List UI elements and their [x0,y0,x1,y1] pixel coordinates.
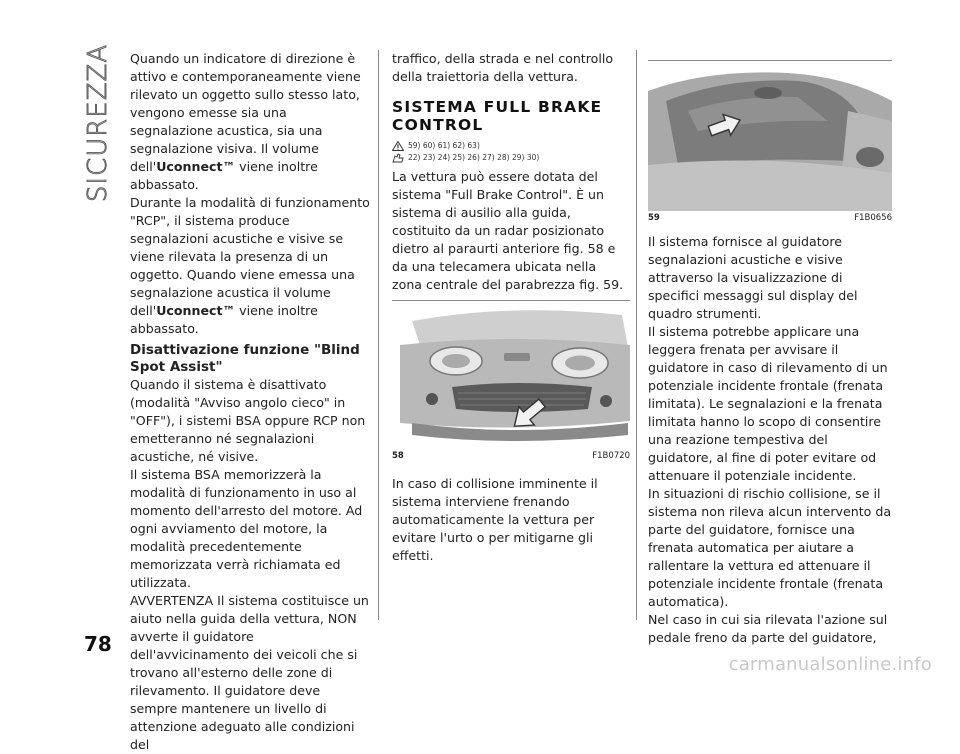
brand-name: Uconnect™ [156,303,236,318]
caution-refs: 22) 23) 24) 25) 26) 27) 28) 29) 30) [392,152,630,164]
warning-triangle-icon [392,141,404,151]
figure-59 [648,60,892,223]
paragraph: Nel caso in cui sia rilevata l'azione sul pedale freno da parte del guidatore, [648,612,888,645]
paragraph: Quando il sistema è disattivato (modalità "Avviso angolo cieco" in "OFF"), i sistemi BSA oppure RCP non emetteranno né segnalazioni acustiche, né visive. [130,377,366,464]
subheading: Disattivazione funzione "Blind Spot Assist" [130,342,360,375]
figure-code: F1B0720 [592,451,630,461]
column-2 [392,50,630,565]
paragraph: Quando un indicatore di direzione è attivo e contemporaneamente viene rilevato un oggetto sullo stesso lato, vengono emesse sia una segnalazione acustica, sia una segnalazione visiva. Il volume dell'Uconnect™ viene inoltre abbassato. [130,51,361,192]
paragraph: Il sistema fornisce al guidatore segnalazioni acustiche e visive attraverso la visualizzazione di specifici messaggi sul display del quadro strumenti. [648,234,858,321]
car-front-radar-image [392,301,630,449]
figure-number: 58 [392,451,404,461]
paragraph: Il sistema BSA memorizzerà la modalità di funzionamento in uso al momento dell'arresto del motore. Ad ogni avviamento del motore, la modalità precedentemente memorizzata verrà richiamata ed utilizzata. [130,467,363,590]
page-number: 78 [84,632,112,656]
windshield-camera-image [648,61,892,211]
paragraph: traffico, della strada e nel controllo della traiettoria della vettura. [392,51,614,84]
caution-hand-icon [392,153,404,163]
watermark: carmanualsonline.info [728,654,932,675]
brand-name: Uconnect™ [156,159,236,174]
section-tab-label: SICUREZZA [83,43,114,203]
column-1 [130,50,370,754]
section-title: SISTEMA FULL BRAKE CONTROL [392,98,603,134]
figure-code: F1B0656 [854,213,892,223]
column-divider-left [378,50,379,620]
paragraph: La vettura può essere dotata del sistema "Full Brake Control". È un sistema di ausilio alla guida, costituito da un radar posizionato dietro al paraurti anteriore fig. 58 e da una telecamera ubicata nella zona centrale del parabrezza fig. 59. [392,169,624,292]
warning-refs: 59) 60) 61) 62) 63) [392,140,630,152]
section-tab [83,43,114,203]
figure-caption [392,451,630,461]
paragraph: Il sistema potrebbe applicare una leggera frenata per avvisare il guidatore in caso di rilevamento di un potenziale incidente frontale (frenata limitata). Le segnalazioni e la frenata limitata hanno lo scopo di consentire una reazione tempestiva del guidatore, al fine di poter evitare od attenuare il potenziale incidente. [648,324,888,483]
paragraph: In caso di collisione imminente il sistema interviene frenando automaticamente la vettura per evitare l'urto o per mitigarne gli effetti. [392,476,598,563]
paragraph: Durante la modalità di funzionamento "RCP", il sistema produce segnalazioni acustiche e visive se viene rilevata la presenza di un oggetto. Quando viene emessa una segnalazione acustica il volume dell'Uconnect™ viene inoltre abbassato. [130,195,370,336]
figure-caption [648,213,892,223]
paragraph: AVVERTENZA Il sistema costituisce un aiuto nella guida della vettura, NON avverte il guidatore dell'avvicinamento dei veicoli che si trovano all'esterno delle zone di rilevamento. Il guidatore deve sempre mantenere un livello di attenzione adeguato alle condizioni del [130,593,369,752]
figure-number: 59 [648,213,660,223]
column-divider-right [636,50,637,620]
column-3 [648,60,892,647]
figure-58 [392,300,630,461]
paragraph: In situazioni di rischio collisione, se il sistema non rileva alcun intervento da parte del guidatore, fornisce una frenata automatica per aiutare a rallentare la vettura ed attenuare il potenziale incidente frontale (frenata automatica). [648,486,892,609]
